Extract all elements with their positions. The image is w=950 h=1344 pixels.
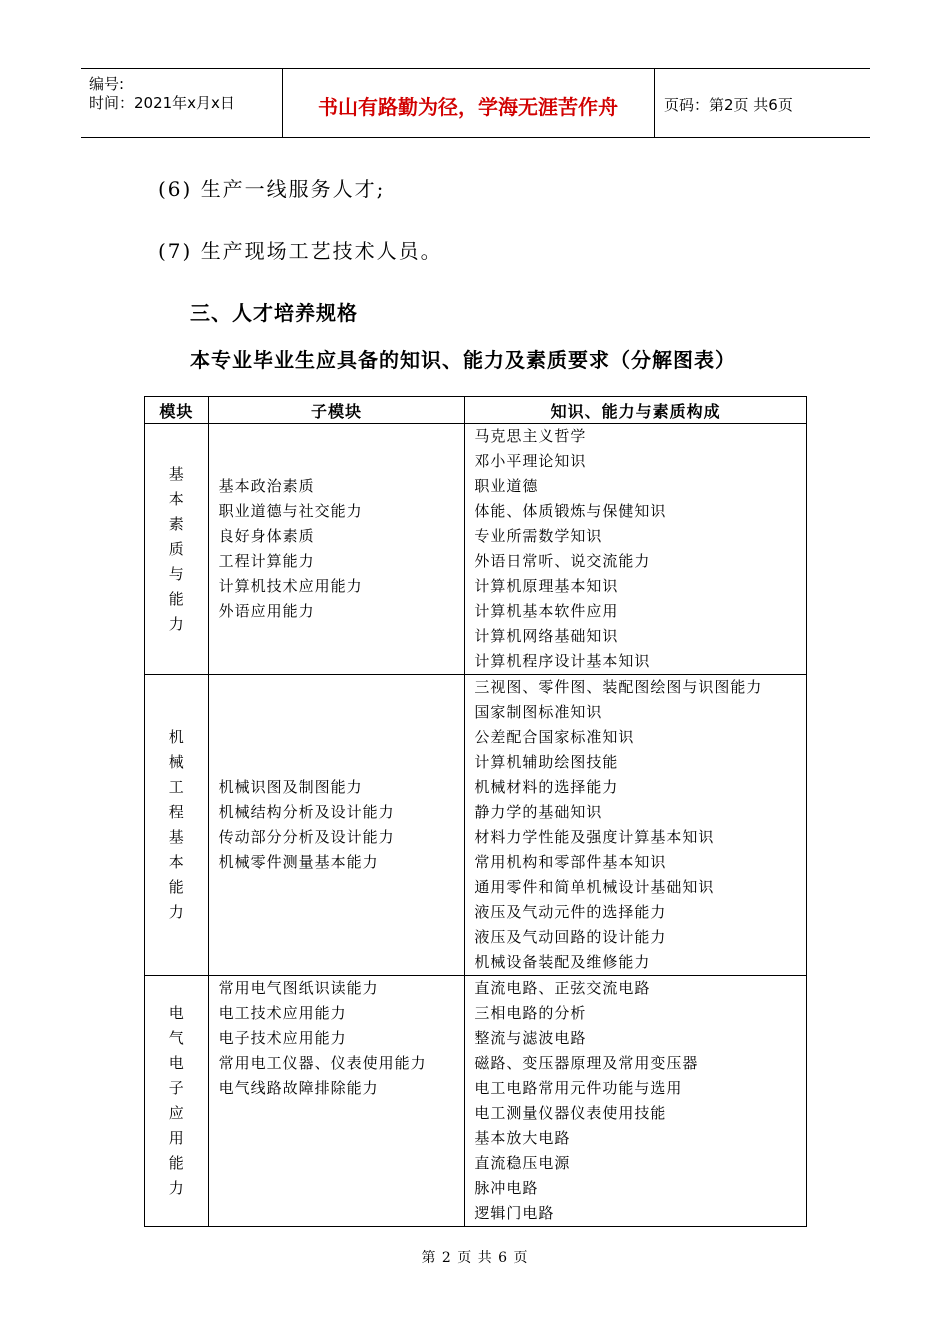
knowledge-item: 脉冲电路 (474, 1179, 539, 1197)
submodule-item: 电气线路故障排除能力 (218, 1079, 379, 1097)
knowledge-item: 机械材料的选择能力 (474, 778, 619, 796)
header-motto-cell (282, 69, 655, 137)
knowledge-item: 邓小平理论知识 (474, 452, 587, 470)
list-item: (6) 生产一线服务人才; (158, 177, 386, 201)
knowledge-item: 计算机辅助绘图技能 (474, 753, 619, 771)
knowledge-item: 液压及气动元件的选择能力 (474, 903, 667, 921)
page-footer: 第 2 页 共 6 页 (421, 1250, 529, 1266)
knowledge-item: 直流稳压电源 (474, 1154, 571, 1172)
table-row (145, 424, 807, 675)
knowledge-cell (465, 675, 807, 976)
table-row (145, 976, 807, 1227)
submodule-item: 良好身体素质 (218, 527, 315, 545)
submodule-item: 职业道德与社交能力 (218, 502, 363, 520)
knowledge-item: 国家制图标准知识 (474, 703, 603, 721)
knowledge-item: 公差配合国家标准知识 (474, 728, 635, 746)
module-name: 基本素质与能力 (168, 464, 184, 633)
column-header-knowledge: 知识、能力与素质构成 (465, 397, 807, 424)
requirements-table (144, 396, 807, 1227)
module-cell (145, 976, 209, 1227)
knowledge-item: 基本放大电路 (474, 1129, 571, 1147)
header-page-info: 页码：第2页 共6页 (664, 96, 793, 114)
submodule-item: 常用电气图纸识读能力 (218, 979, 379, 997)
knowledge-item: 直流电路、正弦交流电路 (474, 979, 651, 997)
knowledge-item: 逻辑门电路 (474, 1204, 555, 1222)
knowledge-item: 液压及气动回路的设计能力 (474, 928, 667, 946)
column-header-submodule: 子模块 (208, 397, 465, 424)
knowledge-item: 计算机基本软件应用 (474, 602, 619, 620)
table-title: 本专业毕业生应具备的知识、能力及素质要求（分解图表） (190, 348, 736, 372)
submodule-cell (208, 675, 465, 976)
knowledge-item: 体能、体质锻炼与保健知识 (474, 502, 667, 520)
knowledge-cell (465, 976, 807, 1227)
knowledge-item: 常用机构和零部件基本知识 (474, 853, 667, 871)
document-time-label: 时间：2021年x月x日 (89, 94, 235, 112)
submodule-item: 机械结构分析及设计能力 (218, 803, 395, 821)
submodule-item: 电子技术应用能力 (218, 1029, 347, 1047)
header-left-cell (81, 69, 283, 137)
column-header-module: 模块 (145, 397, 209, 424)
module-name: 电气电子应用能力 (168, 1004, 184, 1197)
knowledge-item: 计算机程序设计基本知识 (474, 652, 651, 670)
knowledge-item: 磁路、变压器原理及常用变压器 (474, 1054, 699, 1072)
list-item: (7) 生产现场工艺技术人员。 (158, 239, 443, 263)
section-heading: 三、人才培养规格 (190, 301, 358, 325)
submodule-item: 常用电工仪器、仪表使用能力 (218, 1054, 427, 1072)
module-name: 机械工程基本能力 (168, 728, 184, 921)
knowledge-item: 材料力学性能及强度计算基本知识 (474, 828, 715, 846)
knowledge-item: 三相电路的分析 (474, 1004, 587, 1022)
submodule-item: 工程计算能力 (218, 552, 315, 570)
knowledge-item: 计算机原理基本知识 (474, 577, 619, 595)
header-motto: 书山有路勤为径，学海无涯苦作舟 (318, 95, 618, 119)
knowledge-item: 电工测量仪器仪表使用技能 (474, 1104, 667, 1122)
module-cell (145, 424, 209, 675)
knowledge-item: 马克思主义哲学 (474, 427, 587, 445)
knowledge-item: 电工电路常用元件功能与选用 (474, 1079, 683, 1097)
submodule-item: 外语应用能力 (218, 602, 315, 620)
knowledge-item: 外语日常听、说交流能力 (474, 552, 651, 570)
knowledge-item: 专业所需数学知识 (474, 527, 603, 545)
knowledge-item: 通用零件和简单机械设计基础知识 (474, 878, 715, 896)
table-header-row (145, 397, 807, 424)
knowledge-item: 静力学的基础知识 (474, 803, 603, 821)
page-header (81, 68, 870, 138)
knowledge-item: 职业道德 (474, 477, 539, 495)
knowledge-item: 计算机网络基础知识 (474, 627, 619, 645)
knowledge-cell (465, 424, 807, 675)
document-number-label: 编号: (89, 75, 125, 93)
knowledge-item: 三视图、零件图、装配图绘图与识图能力 (474, 678, 763, 696)
submodule-item: 电工技术应用能力 (218, 1004, 347, 1022)
header-page-cell (654, 69, 870, 137)
knowledge-item: 整流与滤波电路 (474, 1029, 587, 1047)
module-cell (145, 675, 209, 976)
submodule-cell (208, 424, 465, 675)
submodule-item: 机械识图及制图能力 (218, 778, 363, 796)
submodule-item: 机械零件测量基本能力 (218, 853, 379, 871)
table-row (145, 675, 807, 976)
submodule-cell (208, 976, 465, 1227)
submodule-item: 基本政治素质 (218, 477, 315, 495)
submodule-item: 计算机技术应用能力 (218, 577, 363, 595)
knowledge-item: 机械设备装配及维修能力 (474, 953, 651, 971)
submodule-item: 传动部分分析及设计能力 (218, 828, 395, 846)
